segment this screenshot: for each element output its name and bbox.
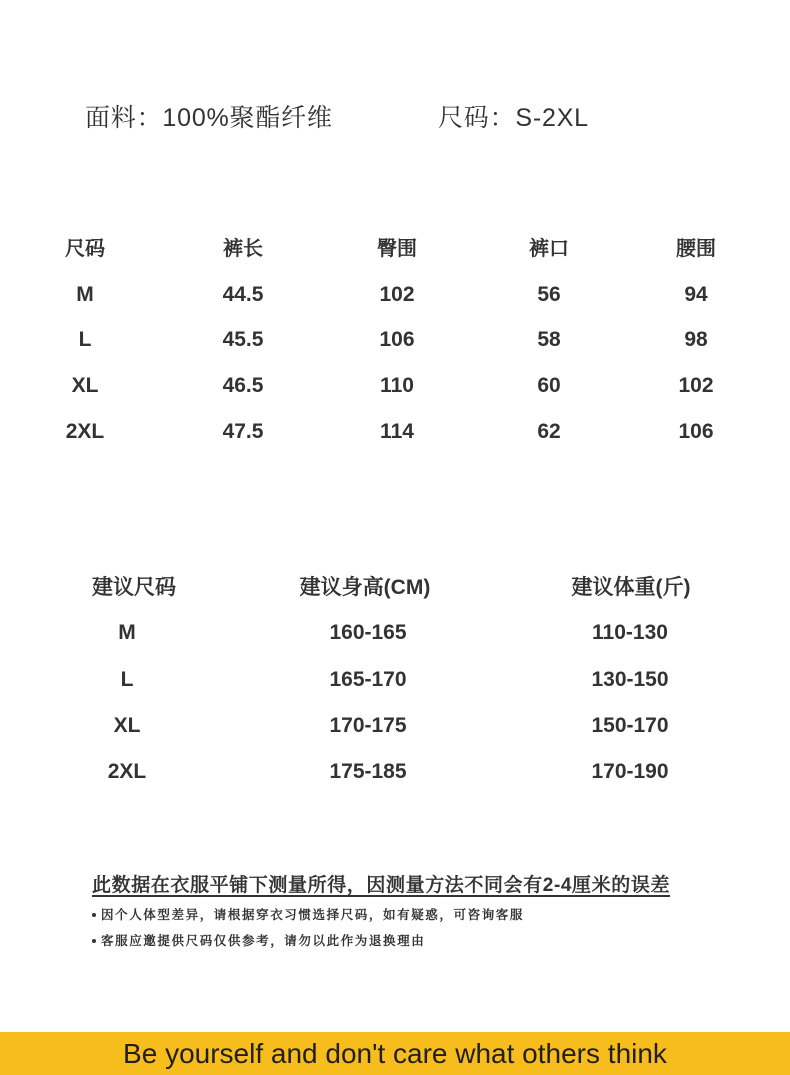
cell-pants-length: 47.5 [222,420,264,443]
cell-waist: 102 [678,374,714,397]
cell-waist: 98 [684,328,708,351]
table-header-row [0,234,790,264]
cell-size: XL [71,374,99,397]
table-row [0,371,790,401]
cell-weight-range: 170-190 [591,760,669,783]
notes-bullet-text: 客服应邀提供尺码仅供参考，请勿以此作为退换理由 [101,934,426,948]
header-recommended-height: 建议身高(CM) [299,576,431,599]
cell-size: XL [113,714,141,737]
size-range-label: 尺码： [438,104,516,132]
cell-height-range: 175-185 [329,760,407,783]
cell-size: L [78,328,92,351]
cell-size: M [118,621,136,644]
header-waist: 腰围 [676,238,716,260]
cell-leg-opening: 58 [537,328,561,351]
cell-leg-opening: 60 [537,374,561,397]
header-leg-opening: 裤口 [529,238,569,260]
fabric-spec [85,101,333,135]
cell-size: L [120,668,134,691]
cell-size: 2XL [65,420,105,443]
cell-waist: 106 [678,420,714,443]
cell-leg-opening: 62 [537,420,561,443]
notes-bullet-text: 因个人体型差异，请根据穿衣习惯选择尺码，如有疑惑，可咨询客服 [101,908,525,922]
table-row [0,618,790,648]
cell-hip: 114 [380,420,414,443]
cell-height-range: 170-175 [329,714,407,737]
cell-weight-range: 110-130 [592,621,668,644]
size-range-spec [438,101,589,135]
table-row [0,711,790,741]
cell-hip: 106 [379,328,415,351]
header-recommended-weight: 建议体重(斤) [571,576,691,599]
cell-size: 2XL [107,760,147,783]
size-range-value: S-2XL [515,104,589,132]
slogan-text: Be yourself and don't care what others think [123,1038,667,1069]
header-pants-length: 裤长 [223,238,263,260]
bullet-icon [92,913,96,917]
cell-waist: 94 [684,283,708,306]
cell-weight-range: 130-150 [591,668,669,691]
cell-pants-length: 44.5 [222,283,264,306]
cell-weight-range: 150-170 [591,714,669,737]
cell-pants-length: 45.5 [222,328,264,351]
cell-height-range: 165-170 [329,668,407,691]
table-row [0,280,790,310]
cell-height-range: 160-165 [329,621,407,644]
table-header-row [0,573,790,603]
table-row [0,665,790,695]
fabric-label: 面料： [85,104,163,132]
notes-headline: 此数据在衣服平铺下测量所得，因测量方法不同会有2-4厘米的误差 [92,875,671,896]
table-row [0,325,790,355]
cell-hip: 102 [379,283,415,306]
slogan-banner [0,1032,790,1075]
header-hip: 臀围 [377,238,417,260]
cell-pants-length: 46.5 [222,374,264,397]
cell-leg-opening: 56 [537,283,561,306]
fabric-value: 100%聚酯纤维 [162,104,333,132]
header-size: 尺码 [65,238,105,260]
cell-size: M [76,283,94,306]
cell-hip: 110 [380,374,414,397]
table-row [0,757,790,787]
header-recommended-size: 建议尺码 [92,576,176,599]
bullet-icon [92,939,96,943]
table-row [0,417,790,447]
